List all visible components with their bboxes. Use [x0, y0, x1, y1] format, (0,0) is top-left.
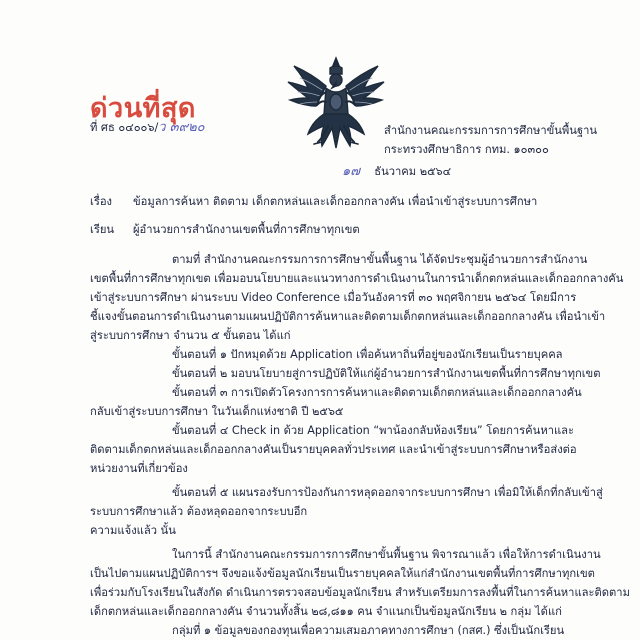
- step-3-line: ขั้นตอนที่ ๓ การเปิดตัวโครงการการค้นหาและติดตามเด็กตกหล่นและเด็กออกกลางคัน: [172, 386, 582, 399]
- step-4-line: ขั้นตอนที่ ๔ Check in ด้วย Application “พาน้องกลับห้องเรียน” โดยการค้นหาและ: [172, 424, 575, 437]
- step-3-line: กลับเข้าสู่ระบบการศึกษา ในวันเด็กแห่งชาติ ปี ๒๕๖๕: [90, 405, 344, 418]
- subject-text: ข้อมูลการค้นหา ติดตาม เด็กตกหล่นและเด็กออกกลางคัน เพื่อนำเข้าสู่ระบบการศึกษา: [133, 195, 538, 208]
- para2-line: เพื่อร่วมกับโรงเรียนในสังกัด ดำเนินการตรวจสอบข้อมูลนักเรียน สำหรับเตรียมการลงพื้นที่ในการค้นหาและติดตาม: [90, 586, 630, 599]
- date-month-year: ธันวาคม ๒๕๖๔: [374, 165, 452, 178]
- date-day-handwritten: ๑๗: [342, 164, 361, 179]
- para2-line: เด็กตกหล่นและเด็กออกกลางคัน จำนวนทั้งสิ้น ๒๘,๘๑๑ คน จำแนกเป็นข้อมูลนักเรียน ๒ กลุ่ม ได้แก่: [90, 605, 562, 618]
- inform-line: ความแจ้งแล้ว นั้น: [90, 524, 176, 537]
- reference-number: [90, 121, 205, 135]
- step-5-line: ขั้นตอนที่ ๕ แผนรองรับการป้องกันการหลุดออกจากระบบการศึกษา เพื่อมิให้เด็กที่กลับเข้าสู่: [172, 486, 603, 499]
- group-1-line: กลุ่มที่ ๑ ข้อมูลของกองทุนเพื่อความเสมอภาคทางการศึกษา (กสศ.) ซึ่งเป็นนักเรียน: [172, 624, 565, 637]
- step-1: ขั้นตอนที่ ๑ ปักหมุดด้วย Application เพื่อค้นหาถิ่นที่อยู่ของนักเรียนเป็นรายบุคคล: [172, 348, 563, 361]
- para1-line: ชี้แจงขั้นตอนการดำเนินงานตามแผนปฏิบัติการค้นหาและติดตามเด็กตกหล่นและเด็กออกกลางคัน เพื่อนำเข้า: [90, 310, 606, 323]
- step-5-line: ระบบการศึกษาแล้ว ต้องหลุดออกจากระบบอีก: [90, 505, 308, 518]
- reference-prefix: ที่ ศธ ๐๔๐๐๖/: [90, 121, 159, 134]
- garuda-emblem: [282, 52, 390, 156]
- step-4-line: ติดตามเด็กตกหล่นและเด็กออกกลางคันเป็นรายบุคคลทั่วประเทศ และนำเข้าสู่ระบบการศึกษาหรือส่งต่อ: [90, 443, 577, 456]
- recipient-label: เรียน: [90, 223, 115, 236]
- document-date: [342, 165, 451, 179]
- para1-line: เข้าสู่ระบบการศึกษา ผ่านระบบ Video Conference เมื่อวันอังคารที่ ๓๐ พฤศจิกายน ๒๕๖๔ โดยมีการ: [90, 291, 577, 304]
- para1-line: ตามที่ สำนักงานคณะกรรมการการศึกษาขั้นพื้นฐาน ได้จัดประชุมผู้อำนวยการสำนักงาน: [172, 253, 588, 266]
- step-4-line: หน่วยงานที่เกี่ยวข้อง: [90, 462, 188, 475]
- agency-name: สำนักงานคณะกรรมการการศึกษาขั้นพื้นฐาน: [384, 124, 598, 137]
- agency-address: กระทรวงศึกษาธิการ กทม. ๑๐๓๐๐: [384, 143, 549, 156]
- para1-line: สู่ระบบการศึกษา จำนวน ๕ ขั้นตอน ได้แก่: [90, 329, 291, 342]
- subject-label: เรื่อง: [90, 195, 113, 208]
- para2-line: เป็นไปตามแผนปฏิบัติการฯ จึงขอแจ้งข้อมูลนักเรียนเป็นรายบุคคลให้แก่สำนักงานเขตพื้นที่การศึกษาทุกเขต: [90, 567, 595, 580]
- step-2: ขั้นตอนที่ ๒ มอบนโยบายสู่การปฏิบัติให้แก่ผู้อำนวยการสำนักงานเขตพื้นที่การศึกษาทุกเขต: [172, 367, 601, 380]
- urgency-stamp: ด่วนที่สุด: [90, 93, 196, 124]
- recipient-text: ผู้อำนวยการสำนักงานเขตพื้นที่การศึกษาทุกเขต: [133, 223, 360, 236]
- reference-handwritten-number: ว ๓๙๒๐: [158, 120, 205, 135]
- para2-line: ในการนี้ สำนักงานคณะกรรมการการศึกษาขั้นพื้นฐาน พิจารณาแล้ว เพื่อให้การดำเนินงาน: [172, 548, 601, 561]
- para1-line: เขตพื้นที่การศึกษาทุกเขต เพื่อมอบนโยบายและแนวทางการดำเนินงานในการนำเด็กตกหล่นและเด็กออกกลางคัน: [90, 272, 624, 285]
